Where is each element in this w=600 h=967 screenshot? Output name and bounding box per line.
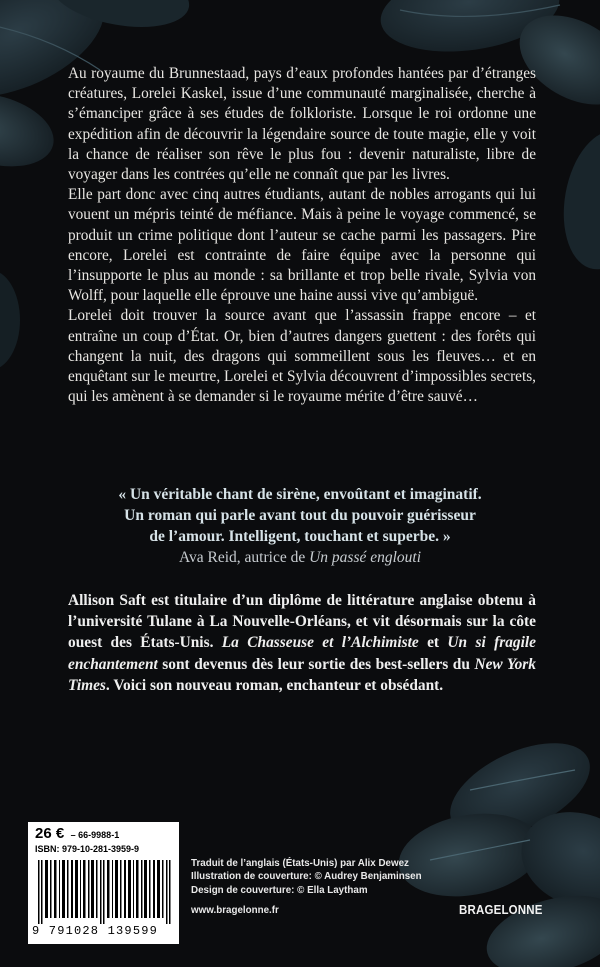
- bio-text: . Voici son nouveau roman, enchanteur et obsédant.: [105, 676, 444, 694]
- quote-line: de l’amour. Intelligent, touchant et superbe. »: [149, 528, 451, 545]
- synopsis-paragraph: Au royaume du Brunnestaad, pays d’eaux profondes hantées par d’étranges créatures, Lorelei Kaskel, issue d’une communauté marginalisée, cherche à s’émanciper grâce à ses études de folkloriste. Lorsque le roi ordonne une expédition afin de découvrir la légendaire source de toute magie, elle y voit la chance de réaliser son rêve le plus fou : devenir naturaliste, libre de voyager dans les contrées qu’elle ne connaît que par les livres.: [68, 65, 536, 184]
- credits: [191, 857, 422, 918]
- barcode-icon: [36, 860, 173, 924]
- quote-line: Un roman qui parle avant tout du pouvoir guérisseur: [124, 507, 476, 524]
- attribution-book-title: Un passé englouti: [309, 549, 422, 566]
- ean-reference: – 66-9988-1: [70, 830, 120, 840]
- price: 26 €: [35, 825, 65, 842]
- synopsis-paragraph: Elle part donc avec cinq autres étudiants, autant de nobles arrogants qui lui vouent un mépris teinté de méfiance. Mais à peine le voyage commencé, se produit un crime politique dont l’auteur se cache parmi les passagers. Pire encore, Lorelei est contrainte de faire équipe avec la personne qui l’insupporte le plus au monde : sa brillante et trop belle rivale, Sylvia von Wolff, pour laquelle elle éprouve une haine aussi vive qu’ambiguë.: [68, 186, 536, 305]
- author-bio: [68, 590, 536, 696]
- synopsis: [68, 64, 536, 407]
- isbn: ISBN: 979-10-281-3959-9: [35, 844, 140, 854]
- bio-text: Allison Saft est titulaire d’un diplôme de littérature anglaise obtenu à l’université Tulane à La Nouvelle-Orléans, et vit désormais sur la côte ouest des États-Unis.: [68, 592, 536, 652]
- bio-book-title: La Chasseuse et l’Alchimiste: [221, 634, 419, 652]
- price-row: [35, 825, 119, 843]
- design-credit: Design de couverture: © Ella Laytham: [191, 884, 368, 896]
- barcode-digits: 9 791028 139599: [32, 924, 159, 938]
- quote-line: « Un véritable chant de sirène, envoûtant et imaginatif.: [118, 486, 482, 503]
- quote-attribution: [60, 547, 540, 568]
- review-quote: [60, 484, 540, 568]
- synopsis-paragraph: Lorelei doit trouver la source avant que l’assassin frappe encore – et entraîne un coup d’État. Or, bien d’autres dangers guettent : des forêts qui changent la nuit, des dragons qui sommeillent sous les fleuves… et en enquêtant sur le meurtre, Lorelei et Sylvia découvrent d’impossibles secrets, qui les amènent à se demander si le royaume mérite d’être sauvé…: [68, 307, 536, 406]
- illustration-credit: Illustration de couverture: © Audrey Benjaminsen: [191, 871, 422, 883]
- publisher-website: www.bragelonne.fr: [191, 905, 279, 917]
- bio-newspaper-title: New York Times: [68, 655, 536, 694]
- bio-book-title: Un si fragile enchantement: [68, 634, 536, 673]
- barcode-box: [28, 822, 179, 944]
- bio-text: sont devenus dès leur sortie des best-sellers du: [157, 655, 475, 673]
- translation-credit: Traduit de l’anglais (États-Unis) par Alix Dewez: [191, 858, 409, 869]
- publisher-logo: BRAGELONNE: [459, 903, 543, 917]
- attribution-author: Ava Reid, autrice de: [178, 549, 310, 566]
- bio-text: et: [418, 634, 448, 652]
